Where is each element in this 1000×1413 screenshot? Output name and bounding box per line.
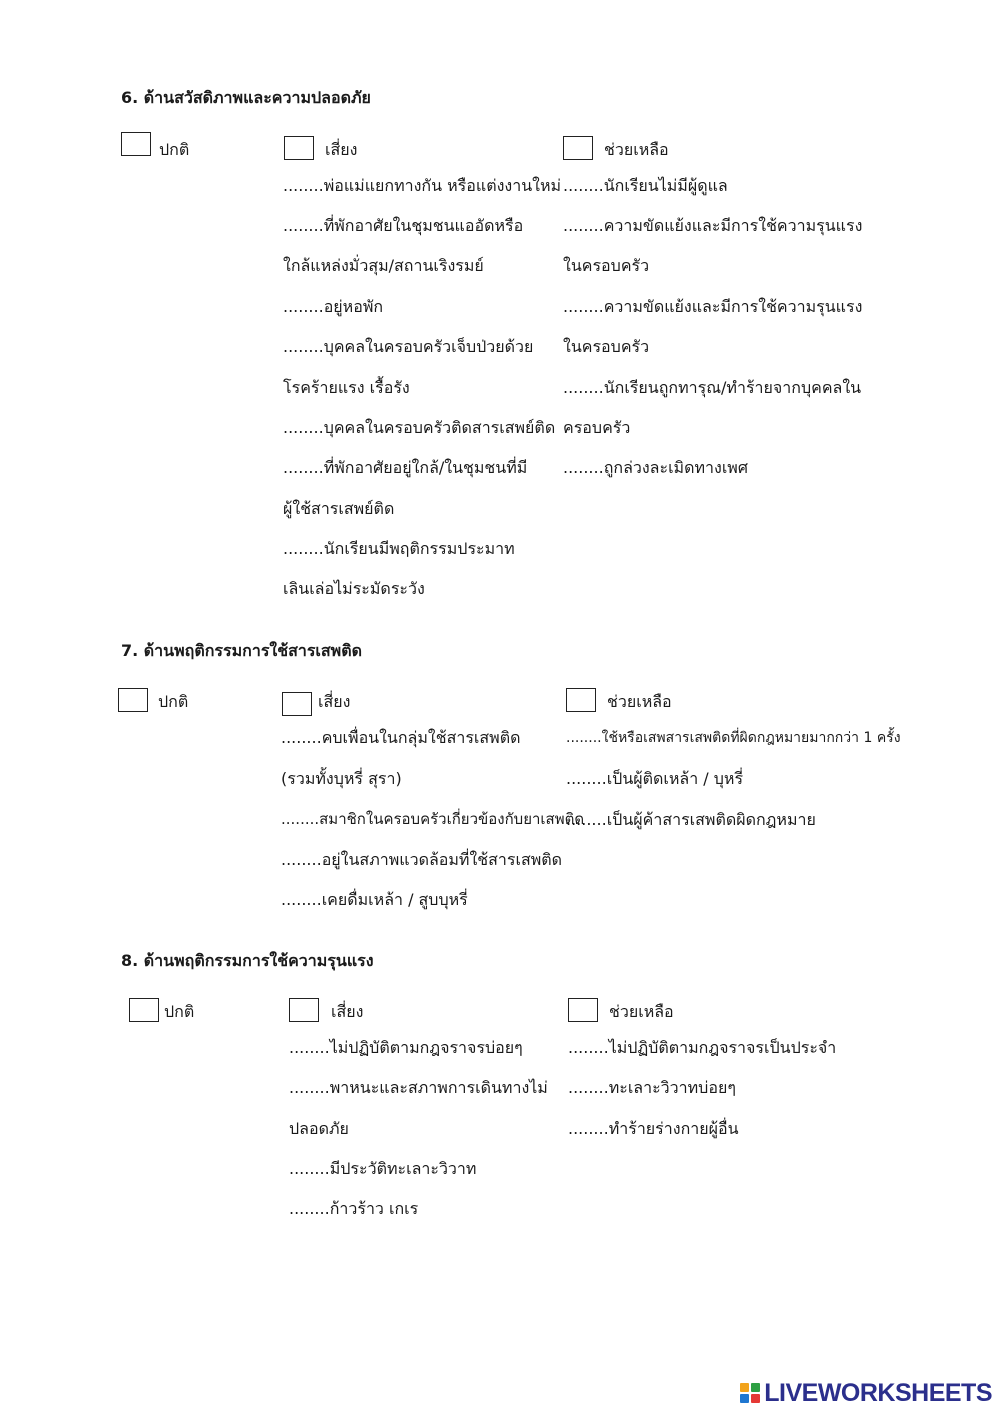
help-label: ช่วยเหลือ (609, 1002, 674, 1021)
normal-checkbox[interactable] (118, 688, 148, 712)
logo-square-green (751, 1383, 760, 1392)
help-checkbox[interactable] (563, 136, 593, 160)
risk-criterion: ........ไม่ปฏิบัติตามกฎจราจรบ่อยๆ (289, 1038, 523, 1057)
help-label: ช่วยเหลือ (604, 140, 669, 159)
normal-checkbox[interactable] (129, 998, 159, 1022)
help-label: ช่วยเหลือ (607, 692, 672, 711)
logo-square-blue (740, 1394, 749, 1403)
risk-checkbox[interactable] (289, 998, 319, 1022)
help-criterion: ........ใช้หรือเสพสารเสพติดที่ผิดกฎหมายมากกว่า 1 ครั้ง (566, 730, 901, 746)
risk-criterion: (รวมทั้งบุหรี่ สุรา) (281, 769, 402, 788)
help-criterion: ........นักเรียนถูกทารุณ/ทำร้ายจากบุคคลใน (563, 378, 862, 397)
liveworksheets-logo-icon (740, 1383, 760, 1403)
help-criterion: ในครอบครัว (563, 256, 650, 275)
section-title: 6. ด้านสวัสดิภาพและความปลอดภัย (121, 88, 371, 107)
risk-criterion: ........คบเพื่อนในกลุ่มใช้สารเสพติด (281, 728, 521, 747)
risk-label: เสี่ยง (331, 1002, 364, 1021)
normal-label: ปกติ (159, 140, 190, 159)
help-criterion: ........ความขัดแย้งและมีการใช้ความรุนแรง (563, 297, 863, 316)
risk-criterion: ........พ่อแม่แยกทางกัน หรือแต่งงานใหม่ (283, 176, 562, 195)
risk-label: เสี่ยง (325, 140, 358, 159)
risk-criterion: ........พาหนะและสภาพการเดินทางไม่ (289, 1078, 548, 1097)
risk-checkbox[interactable] (284, 136, 314, 160)
risk-criterion: ........นักเรียนมีพฤติกรรมประมาท (283, 539, 515, 558)
brand-name: LIVEWORKSHEETS (764, 1379, 992, 1407)
help-criterion: ในครอบครัว (563, 337, 650, 356)
section-title: 7. ด้านพฤติกรรมการใช้สารเสพติด (121, 641, 362, 660)
risk-criterion: ........ก้าวร้าว เกเร (289, 1199, 419, 1218)
help-criterion: ........ทะเลาะวิวาทบ่อยๆ (568, 1078, 736, 1097)
normal-label: ปกติ (158, 692, 189, 711)
logo-square-red (751, 1394, 760, 1403)
risk-checkbox[interactable] (282, 692, 312, 716)
help-criterion: ........ไม่ปฏิบัติตามกฎจราจรเป็นประจำ (568, 1038, 837, 1057)
help-criterion: ครอบครัว (563, 418, 631, 437)
risk-criterion: ........สมาชิกในครอบครัวเกี่ยวข้องกับยาเสพติด (281, 810, 585, 828)
help-criterion: ........เป็นผู้ค้าสารเสพติดผิดกฎหมาย (566, 810, 816, 829)
risk-criterion: ปลอดภัย (289, 1119, 349, 1138)
help-criterion: ........เป็นผู้ติดเหล้า / บุหรี่ (566, 769, 744, 788)
risk-criterion: ผู้ใช้สารเสพย์ติด (283, 499, 395, 518)
risk-criterion: เลินเล่อไม่ระมัดระวัง (283, 579, 425, 598)
risk-criterion: ........ที่พักอาศัยในชุมชนแออัดหรือ (283, 216, 524, 235)
help-criterion: ........ความขัดแย้งและมีการใช้ความรุนแรง (563, 216, 863, 235)
risk-criterion: ........บุคคลในครอบครัวติดสารเสพย์ติด (283, 418, 556, 437)
risk-label: เสี่ยง (318, 692, 351, 711)
risk-criterion: ใกล้แหล่งมั่วสุม/สถานเริงรมย์ (283, 256, 484, 275)
normal-label: ปกติ (164, 1002, 195, 1021)
help-checkbox[interactable] (568, 998, 598, 1022)
help-criterion: ........ถูกล่วงละเมิดทางเพศ (563, 458, 748, 477)
logo-square-orange (740, 1383, 749, 1392)
risk-criterion: ........เคยดื่มเหล้า / สูบบุหรี่ (281, 890, 468, 909)
risk-criterion: ........บุคคลในครอบครัวเจ็บป่วยด้วย (283, 337, 534, 356)
risk-criterion: ........อยู่ในสภาพแวดล้อมที่ใช้สารเสพติด (281, 850, 563, 869)
risk-criterion: ........อยู่หอพัก (283, 297, 384, 316)
liveworksheets-logo (740, 1378, 992, 1408)
help-criterion: ........ทำร้ายร่างกายผู้อื่น (568, 1119, 739, 1138)
section-title: 8. ด้านพฤติกรรมการใช้ความรุนแรง (121, 951, 374, 970)
risk-criterion: โรคร้ายแรง เรื้อรัง (283, 378, 410, 397)
risk-criterion: ........มีประวัติทะเลาะวิวาท (289, 1159, 477, 1178)
help-checkbox[interactable] (566, 688, 596, 712)
normal-checkbox[interactable] (121, 132, 151, 156)
help-criterion: ........นักเรียนไม่มีผู้ดูแล (563, 176, 728, 195)
risk-criterion: ........ที่พักอาศัยอยู่ใกล้/ในชุมชนที่มี (283, 458, 528, 477)
